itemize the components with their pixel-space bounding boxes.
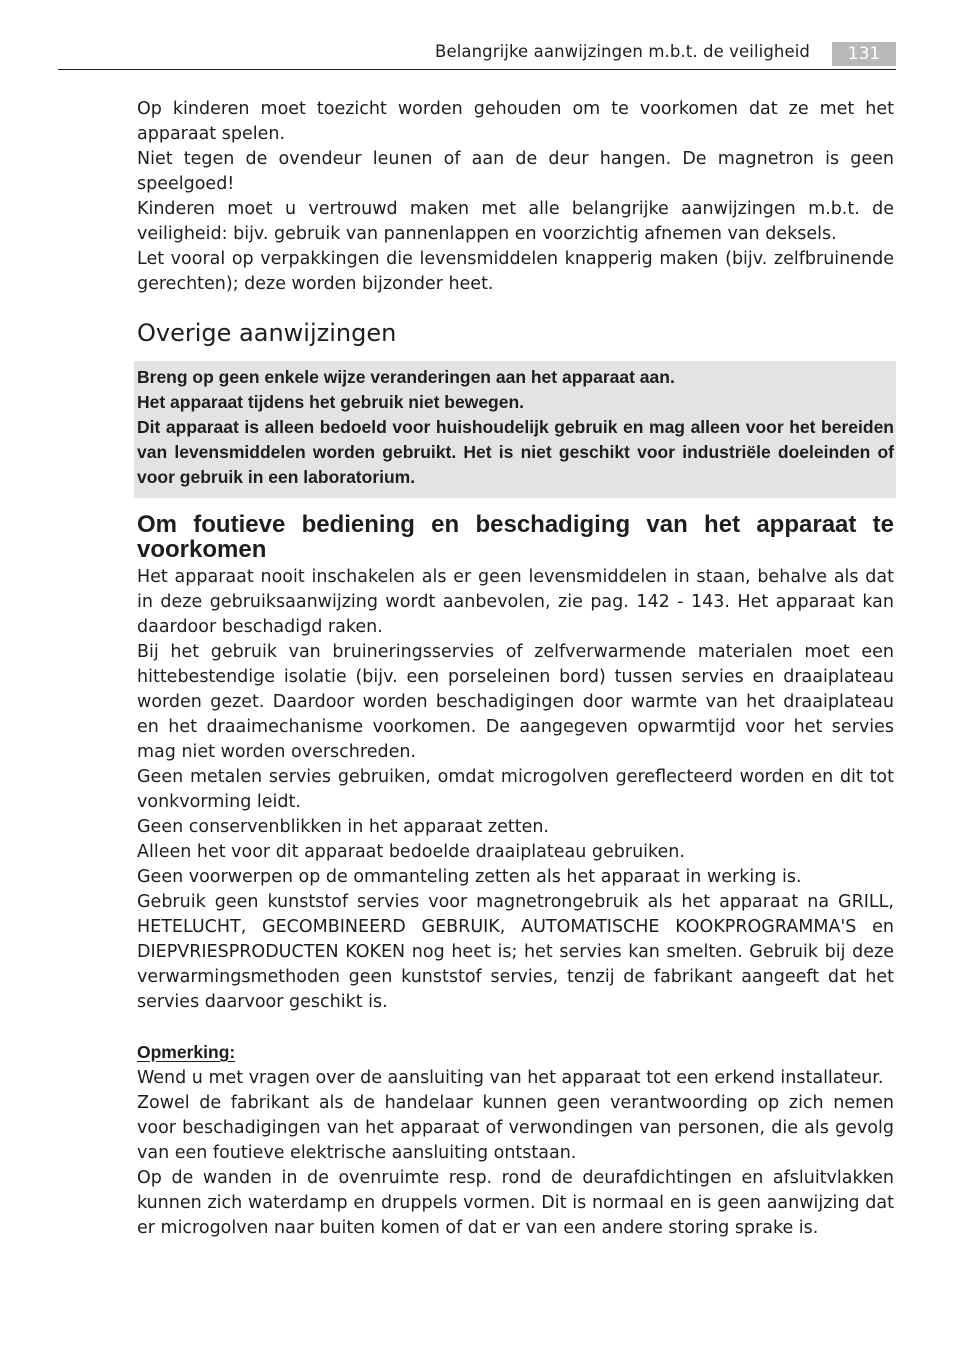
note-label: Opmerking: <box>137 1042 236 1062</box>
damage-paragraph: Gebruik geen kunststof servies voor magnetrongebruik als het apparaat na GRILL, HETELUCHT, GECOMBINEERD GEBRUIK, AUTOMATISCHE KOOKPROGRAMMA'S en DIEPVRIESPRODUCTEN KOKEN nog heet is; het servies kan smelten. Gebruik bij deze verwarmingsmethoden geen kunststof servies, tenzij de fabrikant aangeeft dat het servies daarvoor geschikt is. <box>137 892 894 1012</box>
page-number: 131 <box>832 42 896 66</box>
page-header <box>58 38 896 70</box>
damage-paragraph: Geen metalen servies gebruiken, omdat microgolven gereflecteerd worden en dit tot vonkvorming leidt. <box>137 767 894 812</box>
notice-line: Breng op geen enkele wijze veranderingen aan het apparaat aan. <box>137 367 675 387</box>
intro-paragraph: Let vooral op verpakkingen die levensmiddelen knapperig maken (bijv. zelfbruinende gerechten); deze worden bijzonder heet. <box>137 249 894 294</box>
intro-paragraph: Op kinderen moet toezicht worden gehouden om te voorkomen dat ze met het apparaat spelen. <box>137 99 894 144</box>
damage-paragraph: Geen conservenblikken in het apparaat zetten. <box>137 817 549 837</box>
damage-paragraph: Alleen het voor dit apparaat bedoelde draaiplateau gebruiken. <box>137 842 685 862</box>
note-paragraph: Wend u met vragen over de aansluiting van het apparaat tot een erkend installateur. <box>137 1068 884 1088</box>
damage-paragraph: Het apparaat nooit inschakelen als er geen levensmiddelen in staan, behalve als dat in deze gebruiksaanwijzing wordt aanbevolen, zie pag. 142 - 143. Het apparaat kan daardoor beschadigd raken. <box>137 567 894 637</box>
intro-paragraph: Kinderen moet u vertrouwd maken met alle belangrijke aanwijzingen m.b.t. de veiligheid: bijv. gebruik van pannenlappen en voorzichtig afnemen van deksels. <box>137 199 894 244</box>
notice-box <box>134 361 896 498</box>
damage-paragraph: Geen voorwerpen op de ommanteling zetten als het apparaat in werking is. <box>137 867 802 887</box>
note-section <box>137 1040 894 1241</box>
page-content <box>137 97 894 1241</box>
header-title: Belangrijke aanwijzingen m.b.t. de veiligheid <box>435 42 810 61</box>
note-paragraph: Zowel de fabrikant als de handelaar kunnen geen verantwoording op zich nemen voor beschadigingen van het apparaat of verwondingen van personen, die als gevolg van een foutieve elektrische aansluiting ontstaan. <box>137 1093 894 1163</box>
intro-section <box>137 97 894 297</box>
damage-section <box>137 565 894 1015</box>
notice-line: Dit apparaat is alleen bedoeld voor huishoudelijk gebruik en mag alleen voor het bereiden van levensmiddelen worden gebruikt. Het is niet geschikt voor industriële doeleinden of voor gebruik in een laboratorium. <box>137 417 894 487</box>
spacer <box>137 1015 894 1040</box>
note-paragraph: Op de wanden in de ovenruimte resp. rond de deurafdichtingen en afsluitvlakken kunnen zich waterdamp en druppels vormen. Dit is normaal en is geen aanwijzing dat er microgolven naar buiten komen of dat er van een andere storing sprake is. <box>137 1168 894 1238</box>
notice-line: Het apparaat tijdens het gebruik niet bewegen. <box>137 392 525 412</box>
section-title-damage: Om foutieve bediening en beschadiging van het apparaat te voorkomen <box>137 511 894 563</box>
damage-paragraph: Bij het gebruik van bruineringsservies of zelfverwarmende materialen moet een hittebestendige isolatie (bijv. een porseleinen bord) tussen servies en draaiplateau worden gezet. Daardoor worden beschadigingen door warmte van het draaiplateau en het draaimechanisme voorkomen. De aangegeven opwarmtijd voor het servies mag niet worden overschreden. <box>137 642 894 762</box>
intro-paragraph: Niet tegen de ovendeur leunen of aan de deur hangen. De magnetron is geen speelgoed! <box>137 149 894 194</box>
section-title-other: Overige aanwijzingen <box>137 319 397 347</box>
